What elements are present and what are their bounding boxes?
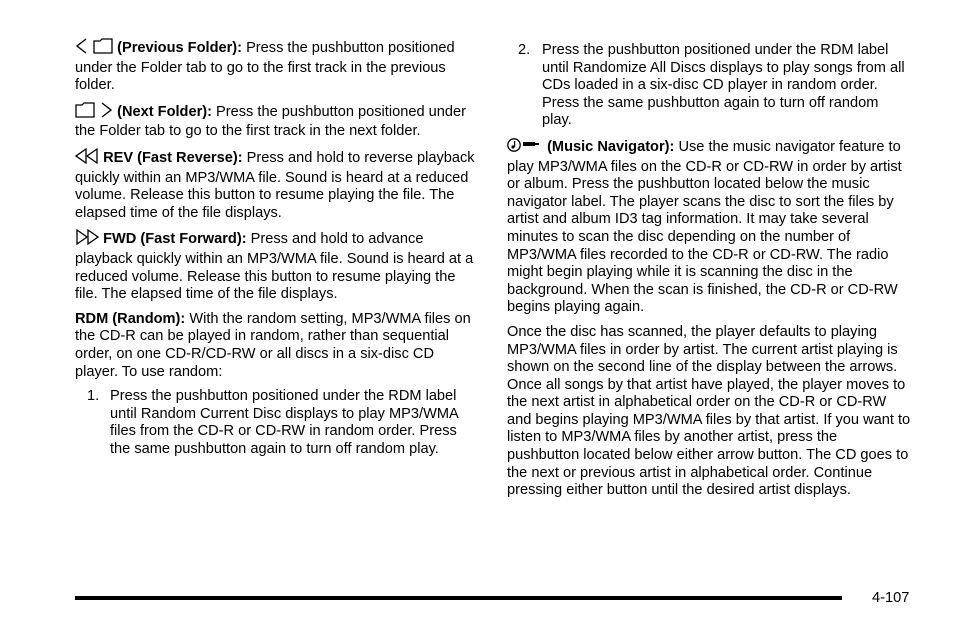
list-item [75,388,475,458]
list-item-number: 1. [87,388,100,405]
previous-folder-text: Press the pushbutton positioned under the Folder tab to go to the first track in the previous folder. [75,40,455,94]
chevron-left-icon [75,38,89,60]
right-column [507,42,912,507]
folder-icon [75,102,95,124]
list-item [507,42,912,130]
fwd-label: FWD (Fast Forward): [103,231,247,248]
scanned-paragraph: Once the disc has scanned, the player defaults to playing MP3/WMA files in order by artist. The current artist playing is shown on the second line of the display between the arrows. Once all songs by that artist have played, the player moves to the next artist in alphabetical order on the CD-R or CD-RW and begins playing MP3/WMA files by that artist. If you want to listen to MP3/WMA files by another artist, press the pushbutton located below either arrow button. The CD goes to the next or previous artist in alphabetical order. Continue pressing either button until the desired artist displays. [507,323,911,499]
music-navigator-icon [507,137,543,159]
footer-rule [75,596,842,600]
folder-icon [93,38,113,60]
rewind-icon [75,148,99,170]
chevron-right-icon [99,102,113,124]
next-folder-paragraph [75,102,475,141]
previous-folder-label: (Previous Folder): [117,40,242,56]
list-item-text: Press the pushbutton positioned under the RDM label until Randomize All Discs displays to play songs from all CDs loaded in a six-disc CD player in random order. Press the same pushbutton again to turn off random play. [542,42,905,129]
random-steps-list [75,388,475,458]
rdm-paragraph [75,311,475,381]
fwd-text: Press and hold to advance playback quickly within an MP3/WMA file. Sound is heard at a reduced volume. Release this button to resume playing the file. The elapsed time of the file displays. [75,231,474,303]
rdm-text: With the random setting, MP3/WMA files on the CD-R can be played in random, rather than sequential order, on one CD-R/CD-RW or all discs in a six-disc CD player. To use random: [75,310,471,380]
music-navigator-paragraph [507,137,912,317]
rev-text: Press and hold to reverse playback quickly within an MP3/WMA file. Sound is heard at a reduced volume. Release this button to resume playing the file. The elapsed time of the file displays. [75,149,475,221]
rdm-label: RDM (Random): [75,310,186,327]
list-item-number: 2. [518,42,531,58]
left-column [75,38,475,465]
list-item-text: Press the pushbutton positioned under the RDM label until Random Current Disc displays to play MP3/WMA files from the CD-R or CD-RW in random order. Press the same pushbutton again to turn off random play. [110,388,458,457]
music-navigator-label: (Music Navigator): [547,138,675,155]
next-folder-label: (Next Folder): [117,103,212,120]
page-number: 4-107 [872,590,910,606]
rev-label: REV (Fast Reverse): [103,149,243,166]
music-navigator-text: Use the music navigator feature to play MP3/WMA files on the CD-R or CD-RW in order by artist or album. Press the pushbutton located below the music navigator label. The player scans the disc to sort the files by artist and album ID3 tag information. It may take several minutes to scan the disc depending on the number of MP3/WMA files recorded to the CD-R or CD-RW. The radio might begin playing while it is scanning the disc in the background. When the scan is finished, the CD-R or CD-RW begins playing again. [507,138,902,316]
next-folder-text: Press the pushbutton positioned under the Folder tab to go to the first track in the next folder. [75,103,466,140]
fast-forward-icon [75,229,99,251]
fwd-paragraph [75,229,475,303]
random-steps-list-continued [507,42,912,130]
previous-folder-paragraph [75,38,475,95]
rev-paragraph [75,148,475,222]
